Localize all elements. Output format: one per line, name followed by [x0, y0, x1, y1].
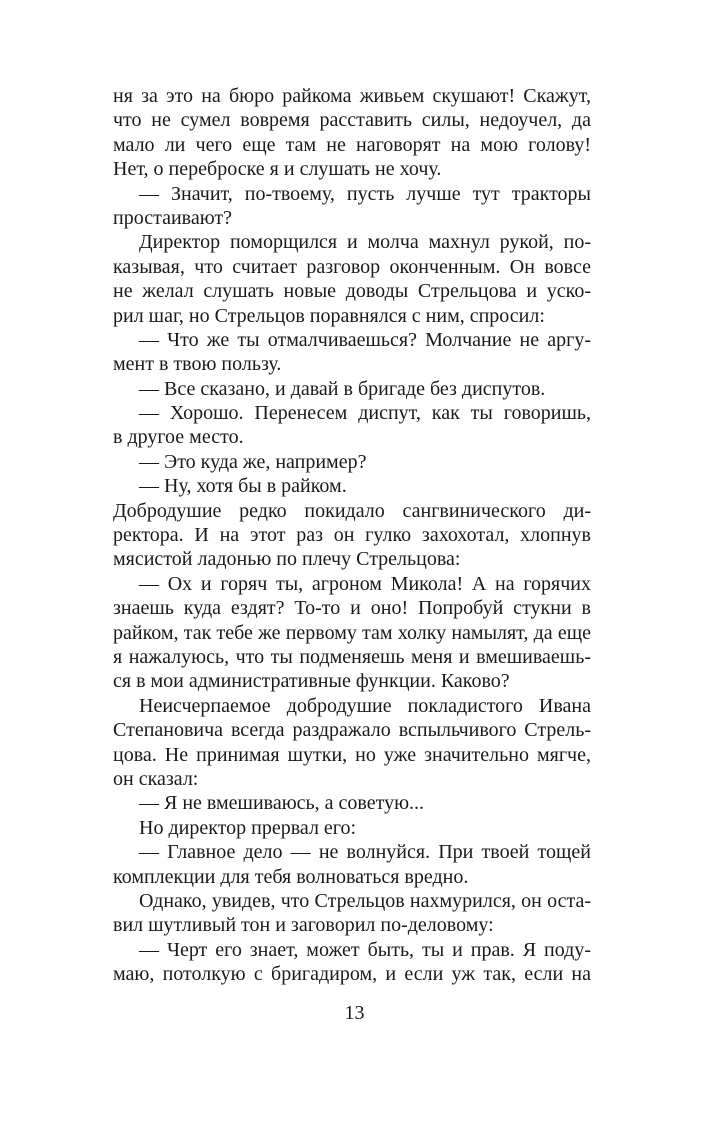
text-line: Но директор прервал его: [139, 816, 357, 839]
text-line: — Это куда же, например? [139, 450, 367, 473]
text-line: цова. Не принимая шутки, но уже значительно мягче, [113, 743, 591, 766]
text-line: райком, так тебе же первому там холку намылят, да еще [113, 621, 591, 644]
text-line: в другое место. [113, 426, 244, 449]
text-line: ня за это на бюро райкома живьем скушают! Скажут, [113, 85, 591, 107]
text-line: рил шаг, но Стрельцов поравнялся с ним, спросил: [113, 304, 545, 327]
text-line: комплекции для тебя волноваться вредно. [113, 865, 469, 888]
text-line: — Значит, по-твоему, пусть лучше тут тракторы [139, 182, 591, 205]
text-line: не желал слушать новые доводы Стрельцова и уско- [113, 280, 591, 303]
text-line: ректора. И на этот раз он гулко захохотал, хлопнув [113, 524, 591, 547]
text-line: вил шутливый тон и заговорил по-деловому: [113, 914, 494, 937]
text-line: маю, потолкую с бригадиром, и если уж так, если на [113, 963, 591, 986]
text-line: что не сумел вовремя расставить силы, недоучел, да [113, 109, 591, 132]
text-line: — Я не вмешиваюсь, а советую... [139, 792, 425, 815]
text-line: Директор поморщился и молча махнул рукой, по- [139, 231, 591, 254]
text-line: — Ох и горяч ты, агроном Микола! А на горячих [139, 572, 591, 595]
text-line: — Все сказано, и давай в бригаде без диспутов. [139, 377, 546, 400]
body-text [113, 84, 591, 986]
text-line: — Главное дело — не волнуйся. При твоей тощей [139, 841, 591, 864]
text-line: Степановича всегда раздражало вспыльчивого Стрель- [113, 719, 591, 742]
text-line: знаешь куда ездят? То-то и оно! Попробуй стукни в [113, 597, 591, 620]
text-line: мясистой ладонью по плечу Стрельцова: [113, 548, 461, 571]
text-line: ся в мои административные функции. Каково? [113, 670, 510, 693]
text-line: мало ли чего еще там не наговорят на мою голову! [113, 133, 591, 156]
text-line: Добродушие редко покидало сангвинического ди- [113, 499, 591, 522]
text-line: Однако, увидев, что Стрельцов нахмурился, он оста- [139, 889, 591, 912]
text-line: я нажалуюсь, что ты подменяешь меня и вмешиваешь- [113, 645, 591, 668]
text-line: Неисчерпаемое добродушие покладистого Ивана [139, 694, 591, 717]
text-line: — Что же ты отмалчиваешься? Молчание не аргу- [139, 328, 591, 351]
text-line: мент в твою пользу. [113, 353, 282, 376]
page-number: 13 [344, 1002, 365, 1024]
text-line: — Ну, хотя бы в райком. [139, 475, 347, 498]
text-line: Нет, о переброске я и слушать не хочу. [113, 158, 442, 181]
text-line: он сказал: [113, 767, 199, 790]
text-line: — Хорошо. Перенесем диспут, как ты говоришь, [139, 402, 591, 425]
text-line: простаивают? [113, 206, 232, 229]
text-line: — Черт его знает, может быть, ты и прав. Я поду- [139, 938, 591, 961]
text-line: казывая, что считает разговор оконченным. Он вовсе [113, 255, 591, 278]
